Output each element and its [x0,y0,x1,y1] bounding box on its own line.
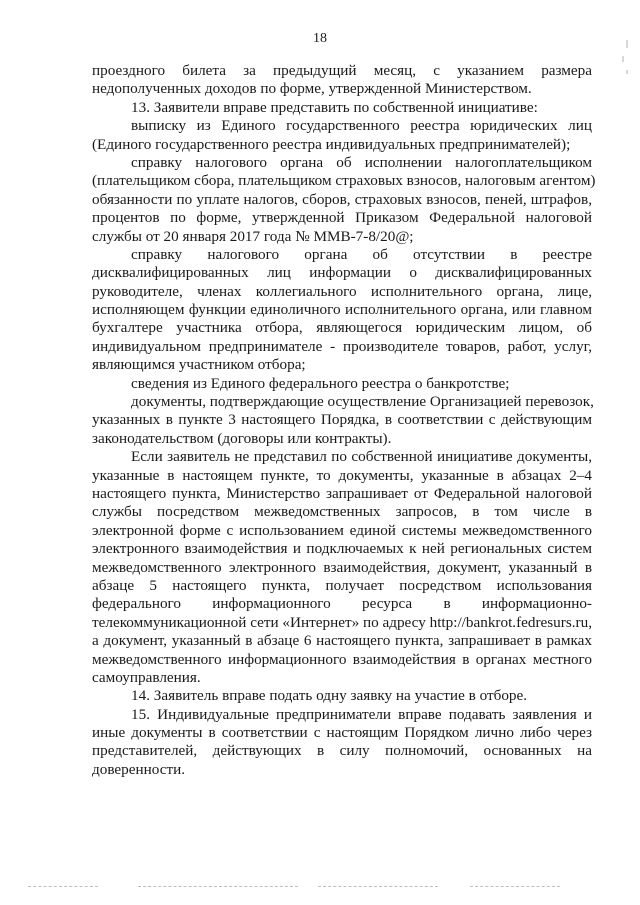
text-line: службы посредством межведомственных запросов, в том числе в [92,503,592,521]
text-line: справку налогового органа об исполнении налогоплательщиком [131,153,592,171]
text-line: исполняющем функции единоличного исполнительного органа, или главном [92,301,592,319]
text-line: справку налогового органа об отсутствии в реестре [131,245,592,263]
text-line: телекоммуникационной сети «Интернет» по адресу http://bankrot.fedresurs.ru, [92,613,592,631]
text-line: Если заявитель не представил по собственной инициативе документы, [131,448,592,466]
text-line: сведения из Единого федерального реестра о банкротстве; [131,374,510,392]
text-line: дисквалифицированных лиц информации о дисквалифицированных [92,264,592,282]
scan-artifact [318,886,438,888]
page-number: 18 [313,31,327,46]
text-line: представителей, действующих в силу полномочий, основанных на [92,742,592,760]
scan-artifact [28,886,98,888]
text-line: руководителе, членах коллегиального исполнительного органа, лице, [92,282,592,300]
text-line: электронного взаимодействия и подключаемых к ней региональных систем [92,540,592,558]
text-line: службы от 20 января 2017 года № ММВ-7-8/20@; [92,227,414,245]
text-line: индивидуальном предпринимателе - производителе товаров, работ, услуг, [92,337,592,355]
scan-artifact [470,886,560,888]
scan-artifact [138,886,298,888]
text-line: доверенности. [92,760,186,778]
text-line: (плательщиком сбора, плательщиком страховых взносов, налоговым агентом) [92,172,596,190]
text-line: федерального информационного ресурса в информационно- [92,595,592,613]
text-line: бухгалтере участника отбора, являющегося юридическим лицом, об [92,319,592,337]
text-line: самоуправления. [92,668,201,686]
text-line: межведомственного информационного взаимодействия в органах местного [92,650,592,668]
text-line: процентов по форме, утвержденной Приказом Федеральной налоговой [92,209,592,227]
text-line: (Единого государственного реестра индивидуальных предпринимателей); [92,135,571,153]
text-line: а документ, указанный в абзаце 6 настоящего пункта, запрашивает в рамках [92,632,592,650]
text-line: настоящего пункта, Министерство запрашивает от Федеральной налоговой [92,484,592,502]
text-line: 15. Индивидуальные предприниматели вправе подавать заявления и [131,705,592,723]
text-line: указанных в пункте 3 настоящего Порядка, в соответствии с действующим [92,411,592,429]
text-line: 14. Заявитель вправе подать одну заявку на участие в отборе. [131,687,528,705]
text-line: обязанности по уплате налогов, сборов, страховых взносов, пеней, штрафов, [92,190,592,208]
text-line: выписку из Единого государственного реестра юридических лиц [131,117,592,135]
text-line: абзаце 5 настоящего пункта, получает посредством использования [92,576,592,594]
text-line: недополученных доходов по форме, утвержденной Министерством. [92,80,532,98]
text-line: являющимся участником отбора; [92,356,306,374]
document-body [92,62,596,779]
text-line: межведомственного электронного взаимодействия, документ, указанный в [92,558,592,576]
scan-artifact [626,40,628,48]
scan-artifact [622,56,624,62]
text-line: проездного билета за предыдущий месяц, с указанием размера [92,62,592,79]
text-line: электронной форме с использованием единой системы межведомственного [92,521,592,539]
text-line: иные документы в соответствии с настоящим Порядком лично либо через [92,724,592,742]
scan-artifact [626,70,628,74]
text-line: законодательством (договоры или контракты). [92,429,392,447]
text-line: 13. Заявители вправе представить по собственной инициативе: [131,98,538,116]
text-line: документы, подтверждающие осуществление Организацией перевозок, [131,393,594,411]
text-line: указанные в настоящем пункте, то документы, указанные в абзацах 2–4 [92,466,592,484]
